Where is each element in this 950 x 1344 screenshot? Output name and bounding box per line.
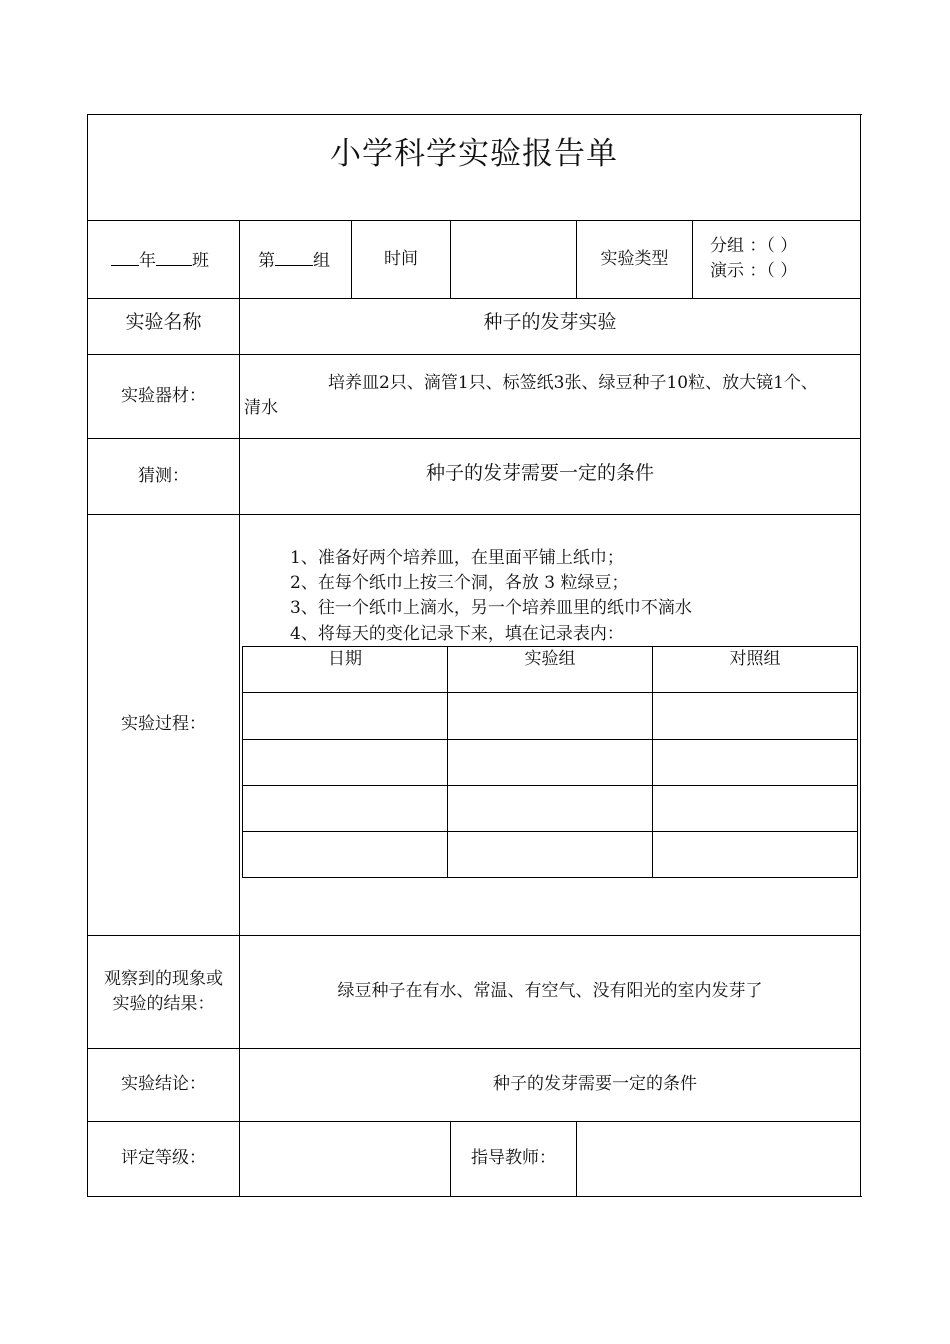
row-line bbox=[87, 1048, 861, 1049]
border-top bbox=[87, 114, 862, 115]
row-line bbox=[87, 438, 861, 439]
grade-suffix: 年 bbox=[139, 251, 156, 271]
record-cell[interactable] bbox=[448, 786, 652, 831]
time-label: 时间 bbox=[384, 249, 418, 269]
time-value[interactable] bbox=[451, 249, 576, 269]
name-value: 种子的发芽实验 bbox=[483, 311, 617, 333]
class-suffix: 班 bbox=[192, 251, 209, 271]
record-cell[interactable] bbox=[653, 832, 857, 877]
hypothesis-value: 种子的发芽需要一定的条件 bbox=[425, 462, 654, 484]
group-suffix: 组 bbox=[313, 251, 330, 271]
row-line bbox=[87, 935, 861, 936]
class-blank[interactable] bbox=[156, 249, 192, 266]
record-table-line bbox=[242, 646, 858, 647]
process-label: 实验过程： bbox=[121, 714, 206, 734]
border-bottom bbox=[87, 1196, 862, 1197]
row-line bbox=[87, 1121, 861, 1122]
record-cell[interactable] bbox=[243, 786, 447, 831]
process-step: 1、准备好两个培养皿，在里面平铺上纸巾； bbox=[290, 548, 624, 568]
grade-class-field[interactable] bbox=[111, 249, 209, 271]
record-cell[interactable] bbox=[448, 832, 652, 877]
materials-line2: 清水 bbox=[244, 398, 278, 418]
hypothesis-label: 猜测： bbox=[138, 466, 189, 486]
grading-label: 评定等级： bbox=[121, 1148, 206, 1168]
record-table-header: 日期 bbox=[328, 649, 362, 669]
row-line bbox=[87, 220, 861, 221]
teacher-value[interactable] bbox=[577, 1148, 860, 1168]
record-cell[interactable] bbox=[653, 740, 857, 785]
record-cell[interactable] bbox=[448, 740, 652, 785]
grading-value[interactable] bbox=[240, 1148, 450, 1168]
materials-label: 实验器材： bbox=[121, 386, 206, 406]
type-label: 实验类型 bbox=[600, 249, 669, 269]
process-step: 3、往一个纸巾上滴水，另一个培养皿里的纸巾不滴水 bbox=[290, 598, 692, 618]
row-line bbox=[87, 298, 861, 299]
type-option-group[interactable]: 分组 ：（ ） bbox=[710, 236, 798, 256]
record-cell[interactable] bbox=[243, 832, 447, 877]
record-cell[interactable] bbox=[448, 693, 652, 739]
observation-label-line2: 实验的结果： bbox=[112, 994, 215, 1014]
observation-label-line1: 观察到的现象或 bbox=[104, 969, 223, 989]
label-column-line bbox=[239, 220, 240, 1196]
process-step: 2、在每个纸巾上按三个洞，各放 3 粒绿豆； bbox=[290, 573, 629, 593]
group-blank[interactable] bbox=[275, 249, 313, 266]
group-field[interactable] bbox=[258, 249, 330, 271]
border-right bbox=[860, 114, 861, 1197]
record-table-header: 对照组 bbox=[729, 649, 781, 669]
conclusion-value: 种子的发芽需要一定的条件 bbox=[493, 1074, 697, 1094]
materials-line1: 培养皿2只、滴管1只、标签纸3张、绿豆种子10粒、放大镜1个、 bbox=[328, 373, 818, 393]
record-table-line bbox=[857, 646, 858, 878]
record-cell[interactable] bbox=[243, 740, 447, 785]
name-label: 实验名称 bbox=[125, 311, 202, 333]
grade-blank[interactable] bbox=[111, 249, 139, 266]
row-line bbox=[87, 514, 861, 515]
cell-line bbox=[692, 220, 693, 298]
record-table-header: 实验组 bbox=[524, 649, 576, 669]
record-cell[interactable] bbox=[243, 693, 447, 739]
row-line bbox=[87, 354, 861, 355]
page-title: 小学科学实验报告单 bbox=[330, 136, 618, 172]
group-prefix: 第 bbox=[258, 251, 275, 271]
type-option-demo[interactable]: 演示 ：（ ） bbox=[710, 261, 798, 281]
conclusion-label: 实验结论： bbox=[121, 1074, 206, 1094]
record-cell[interactable] bbox=[653, 786, 857, 831]
record-cell[interactable] bbox=[653, 693, 857, 739]
border-left bbox=[87, 114, 88, 1197]
teacher-label: 指导教师： bbox=[471, 1148, 556, 1168]
observation-value: 绿豆种子在有水、常温、有空气、没有阳光的室内发芽了 bbox=[337, 981, 763, 1001]
record-table-line bbox=[242, 877, 858, 878]
process-step: 4、将每天的变化记录下来，填在记录表内： bbox=[290, 624, 624, 644]
